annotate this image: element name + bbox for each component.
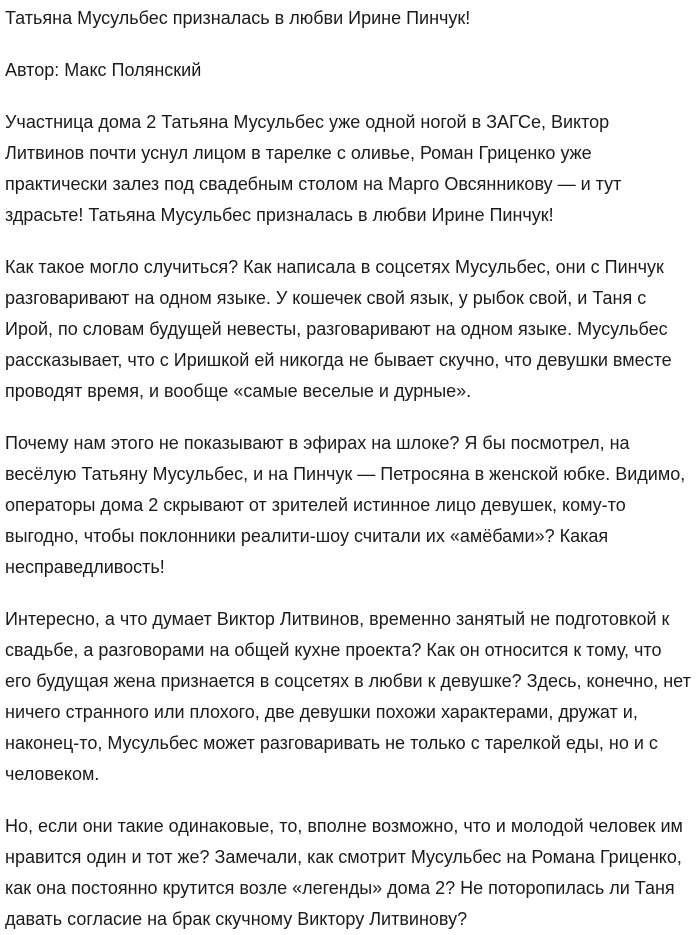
article-byline: Автор: Макс Полянский bbox=[5, 60, 202, 80]
article-body bbox=[5, 0, 691, 935]
article-paragraph: Участница дома 2 Татьяна Мусульбес уже одной ногой в ЗАГСе, Виктор Литвинов почти уснул лицом в тарелке с оливье, Роман Гриценко уже практически залез под свадебным столом на Марго Овсянникову — и тут здрасьте! Татьяна Мусульбес призналась в любви Ирине Пинчук! bbox=[5, 112, 622, 225]
article-paragraph: Как такое могло случиться? Как написала в соцсетях Мусульбес, они с Пинчук разговаривают на одном языке. У кошечек свой язык, у рыбок свой, и Таня с Ирой, по словам будущей невесты, разговаривают на одном языке. Мусульбес рассказывает, что с Иришкой ей никогда не бывает скучно, что девушки вместе проводят время, и вообще «самые веселые и дурные». bbox=[5, 257, 672, 401]
article-paragraph: Но, если они такие одинаковые, то, вполне возможно, что и молодой человек им нравится один и тот же? Замечали, как смотрит Мусульбес на Романа Гриценко, как она постоянно крутится возле «легенды» дома 2? Не поторопилась ли Таня давать согласие на брак скучному Виктору Литвинову? bbox=[5, 816, 683, 929]
article-paragraph: Интересно, а что думает Виктор Литвинов, временно занятый не подготовкой к свадьбе, а разговорами на общей кухне проекта? Как он относится к тому, что его будущая жена признается в соцсетях в любви к девушке? Здесь, конечно, нет ничего странного или плохого, две девушки похожи характерами, дружат и, наконец-то, Мусульбес может разговаривать не только с тарелкой еды, но и с человеком. bbox=[5, 609, 691, 784]
article-paragraph: Почему нам этого не показывают в эфирах на шлоке? Я бы посмотрел, на весёлую Татьяну Мусульбес, и на Пинчук — Петросяна в женской юбке. Видимо, операторы дома 2 скрывают от зрителей истинное лицо девушек, кому-то выгодно, чтобы поклонники реалити-шоу считали их «амёбами»? Какая несправедливость! bbox=[5, 433, 686, 577]
article-headline: Татьяна Мусульбес призналась в любви Ирине Пинчук! bbox=[5, 8, 471, 28]
